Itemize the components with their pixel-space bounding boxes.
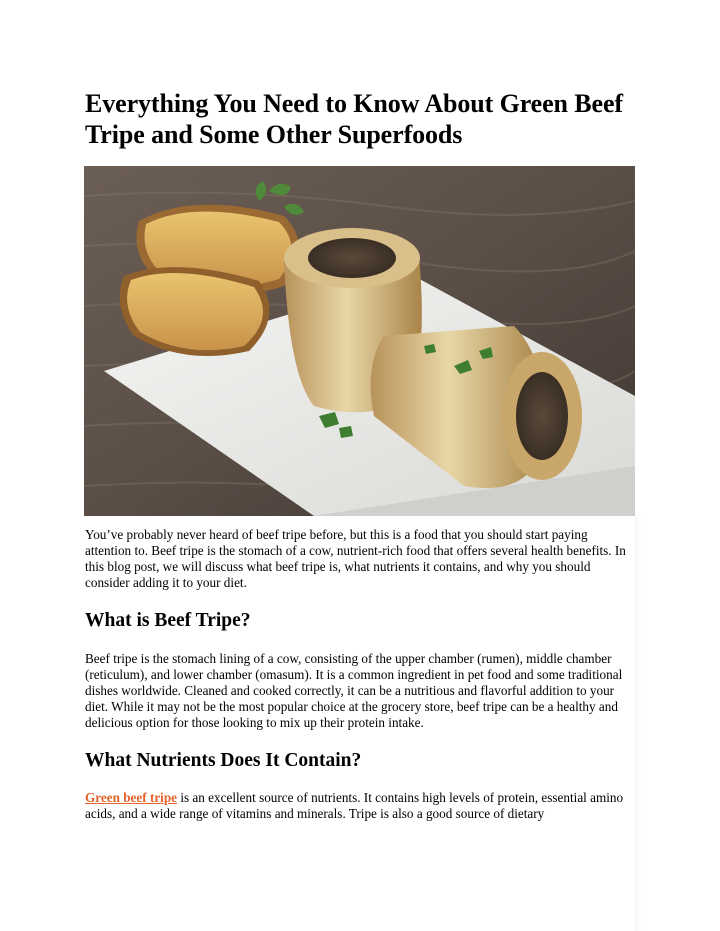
marrow-bone-photo — [84, 166, 635, 516]
section-paragraph-what-is: Beef tripe is the stomach lining of a cow, consisting of the upper chamber (rumen), middle chamber (reticulum), and lower chamber (omasum). It is a common ingredient in pet food and some traditional dishes worldwide. Cleaned and cooked correctly, it can be a nutritious and flavorful addition to your diet. While it may not be the most popular choice at the grocery store, beef tripe can be a healthy and delicious option for those looking to mix up their protein intake. — [85, 651, 623, 730]
nutrients-text: is an excellent source of nutrients. It contains high levels of protein, essential amino acids, and a wide range of vitamins and minerals. Tripe is also a good source of dietary — [85, 790, 624, 821]
section-heading-what-is: What is Beef Tripe? — [85, 610, 251, 631]
intro-paragraph: You’ve probably never heard of beef tripe before, but this is a food that you should start paying attention to. Beef tripe is the stomach of a cow, nutrient-rich food that offers several health benefits. In this blog post, we will discuss what beef tripe is, what nutrients it contains, and why you should consider adding it to your diet. — [85, 527, 626, 590]
section-paragraph-nutrients — [85, 790, 633, 822]
page-edge-shade — [635, 515, 641, 931]
green-beef-tripe-link[interactable]: Green beef tripe — [85, 790, 178, 805]
article-title: Everything You Need to Know About Green Beef Tripe and Some Other Superfoods — [85, 89, 623, 149]
section-heading-nutrients: What Nutrients Does It Contain? — [85, 750, 362, 771]
